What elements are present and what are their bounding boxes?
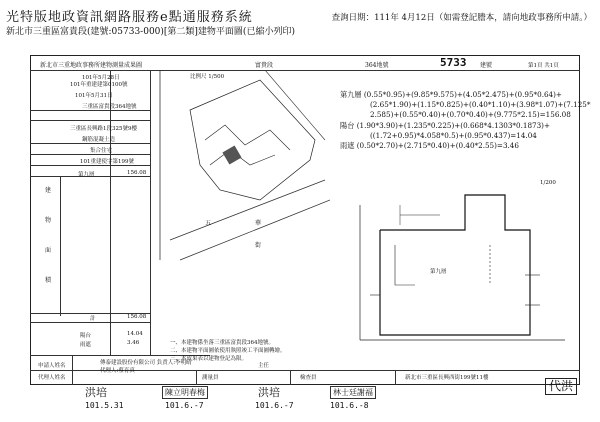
row-line [30,120,150,121]
date-line-2: 101年重建建第0100號 [70,82,128,88]
building-number: 5733 [440,56,467,69]
calc-eaves-line: (0.50*2.70)+(2.715*0.40)+(0.40*2.55)=3.46 [356,141,519,151]
footer-surveyor-label: 測量員 [202,375,219,381]
row-line [30,154,150,155]
stamp-date-2: 101.6.-7 [165,401,204,410]
footer-col [196,370,197,385]
calculation-block [340,90,590,151]
map-label-2: 華 [255,220,262,227]
balcony-label: 陽台 [80,333,92,339]
date-line-3: 101年5月31日 [75,93,113,99]
location-map [150,70,330,270]
calc-line-3: 2.585)+(0.55*0.40)+(0.70*0.40)+(9.775*2.15)=156.08 [370,110,571,120]
plan-scale: 1/200 [540,180,556,186]
side-divider [60,176,61,316]
row-line [30,322,150,323]
row-line [30,110,150,111]
calc-line-2: (2.65*1.90)+(1.15*0.825)+(0.40*1.10)+(3.98*1.07)+(7.125* [370,100,591,110]
footer-chief-label: 主任 [258,363,270,369]
address-2: 三重區長興路1段325號9樓 [70,126,137,132]
eaves-label: 雨遮 [80,342,92,348]
building-use: 集合住宅 [90,148,113,154]
stamp-seal: 代洪 [545,378,577,395]
note-3: 三、本成果表以建物登記為限。 [170,356,248,362]
footer-col [290,370,291,385]
footer-checker-label: 檢查員 [300,375,317,381]
map-label-3: 街 [255,242,262,249]
total-label: 計 [90,316,96,322]
eaves-value: 3.46 [127,340,140,346]
footer-col [72,355,73,385]
total-value: 156.08 [127,314,147,320]
footer-applicant-label: 申請人姓名 [38,363,66,369]
address-1: 三重區富貴段364地號 [82,104,137,110]
stamp-signature-4: 林士廷謝福 [330,386,376,399]
footer-address: 新北市三重區長興西街199號11樓 [405,375,489,381]
floor-row-label: 第九層 [78,172,95,178]
footer-agent-value: 代理人:蔡育真 [100,368,135,374]
side-label-3: 面 [45,247,52,254]
scale-note: 比例尺 1/500 [190,74,225,80]
footer-applicant-name: 傳泰建設股份有限公司 負責人:李明晴 [100,360,192,366]
calc-line-1: (0.55*0.95)+(9.85*9.575)+(4.05*2.475)+(0.95*0.64)+ [363,90,562,99]
form-title: 新北市三重地政事務所建物測量成果圖 [40,62,143,69]
stamp-signature-1: 洪培 [85,386,107,399]
stamp-date-4: 101.6.-8 [330,401,369,410]
stamp-date-1: 101.5.31 [85,401,124,410]
calc-balcony-line-1: (1.90*3.90)+(1.235*0.225)+(0.668*4.1303*0.1873)+ [356,120,550,130]
side-label-1: 建 [45,187,52,194]
page-title: 光特版地政資訊網路服務e點通服務系統 [6,10,253,25]
stamp-date-3: 101.6.-7 [255,401,294,410]
side-label-2: 物 [45,217,52,224]
footer-agent-label: 代理人姓名 [38,375,66,381]
plan-floor-label: 第九層 [430,269,447,275]
query-date: 查詢日期：111年 4月12日（如需登記謄本，請向地政事務所申請。） [331,13,592,23]
building-label: 建號 [480,62,493,69]
date-line-1: 101年5月28日 [82,75,120,81]
map-label-1: 五 [205,220,212,227]
side-label-4: 積 [45,277,52,284]
form-lot: 364地號 [365,62,389,69]
calc-floor-label: 第九層 [340,90,362,99]
footer-col [395,370,396,385]
document-subtitle: 新北市三重區富貴段(建號:05733-000)[第二類]建物平面圖(已縮小列印) [6,27,295,37]
stamp-signature-3: 洪培 [258,386,280,399]
structure-type: 鋼筋混凝土造 [82,137,116,143]
calc-balcony-label: 陽台 [340,120,355,130]
calc-eaves-label: 雨遮 [340,141,355,151]
page-indicator: 第1頁 共1頁 [528,63,559,69]
note-2: 二、本建物平面圖依使用執照竣工平面圖轉繪。 [170,348,286,354]
calc-balcony-line-2: ((1.72+0.95)*4.058*0.5)+(0.95*0.437)=14.04 [370,130,537,140]
floor-row-value: 156.08 [127,170,147,176]
balcony-value: 14.04 [127,331,143,337]
stamp-signature-2: 陳立明春梅 [162,386,208,399]
note-1: 一、本建物係坐落三重區富貴段364地號。 [170,340,274,346]
row-line [30,165,150,166]
row-line [30,143,150,144]
floor-plan [340,175,570,355]
permit-number: 101重建使字第199號 [80,159,134,165]
form-section: 富貴段 [255,62,274,69]
